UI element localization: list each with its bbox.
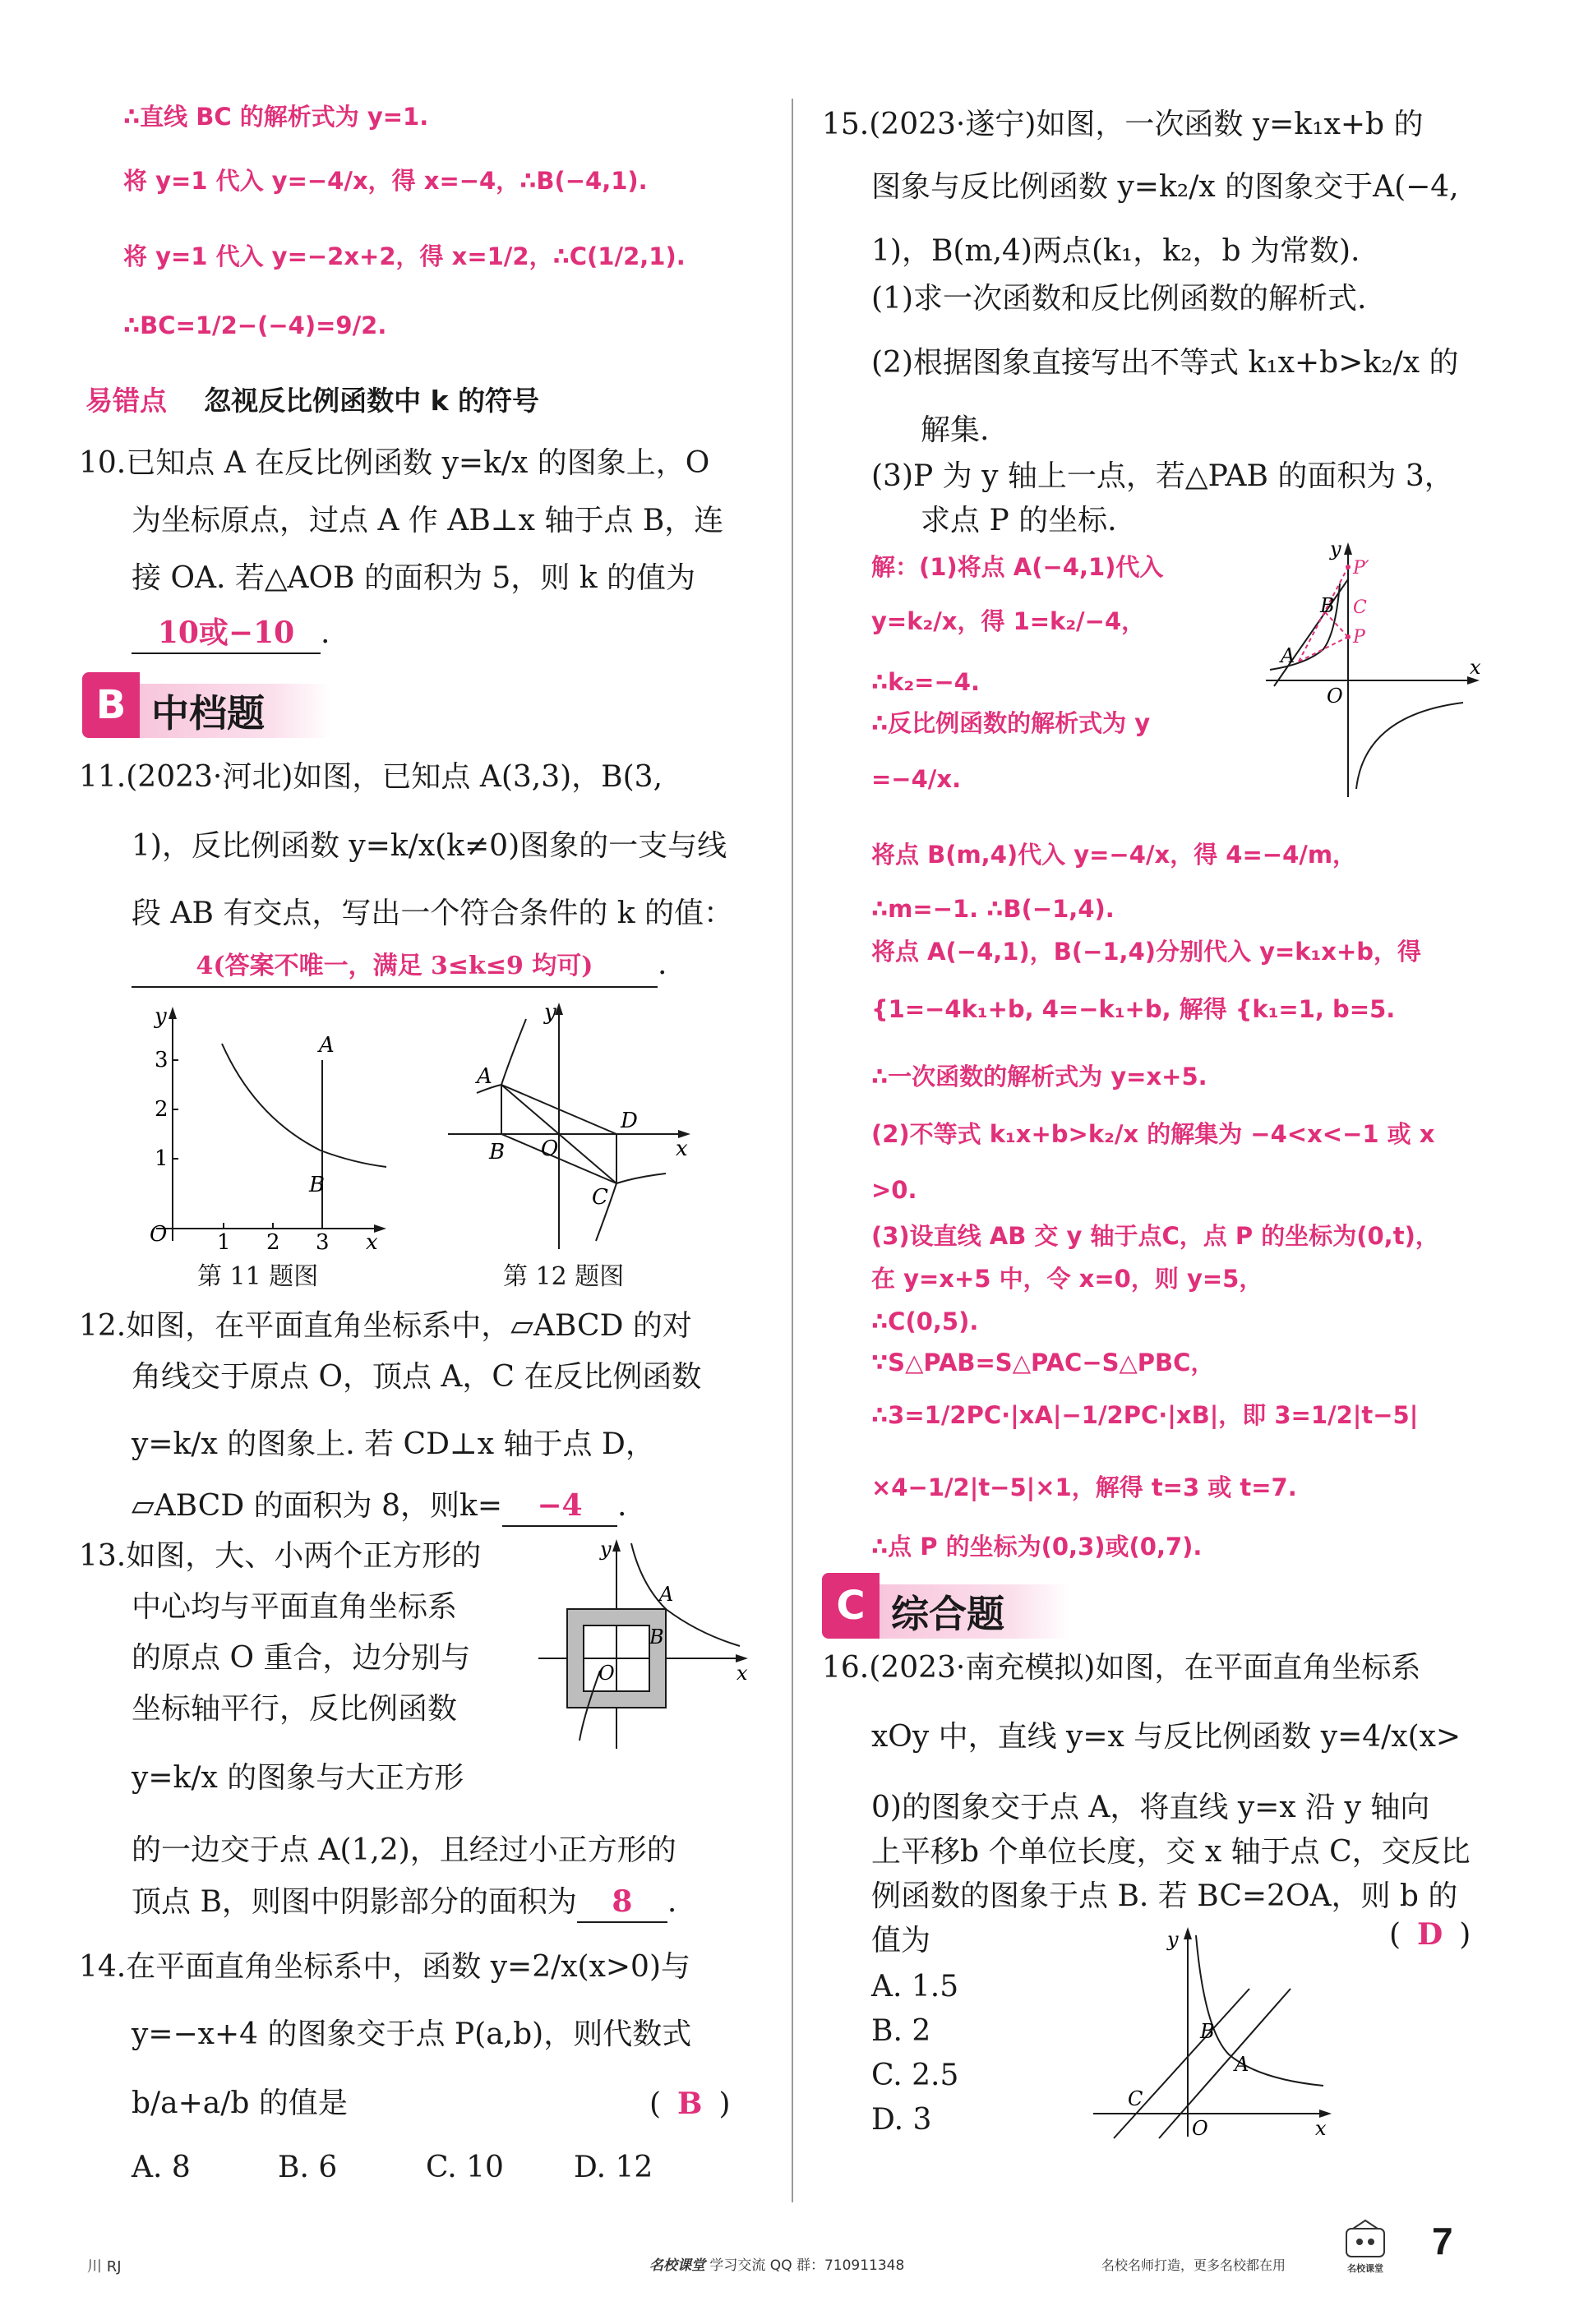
q15-sol-14: 在 y=x+5 中，令 x=0，则 y=5， <box>871 1265 1263 1293</box>
fig15-label-p: P <box>1353 627 1365 648</box>
q15-sol-2: y=k₂/x，得 1=k₂/−4， <box>871 607 1146 635</box>
q15-sol-19: ∴点 P 的坐标为(0,3)或(0,7). <box>871 1533 1203 1561</box>
q16-option-c: C. 2.5 <box>871 2059 959 2092</box>
fig16-label-o: O <box>1192 2117 1208 2140</box>
fig11-label-x3: 3 <box>316 1230 330 1255</box>
fig15-label-a: A <box>1281 644 1295 667</box>
fig11-label-1: 1 <box>155 1146 169 1171</box>
footer-qq <box>649 2253 904 2274</box>
q12-line4: ▱ABCD 的面积为 8，则k= −4 . <box>132 1486 626 1527</box>
q16-option-d: D. 3 <box>871 2103 932 2137</box>
q15-line5: (2)根据图象直接写出不等式 k₁x+b>k₂/x 的 <box>871 346 1459 380</box>
q16-line3: 0)的图象交于点 A，将直线 y=x 沿 y 轴向 <box>871 1791 1430 1824</box>
fig11-label-x1: 1 <box>217 1230 231 1255</box>
q10-answer-row: 10或−10 . <box>132 613 330 654</box>
fig11-label-b: B <box>309 1173 326 1197</box>
sol9-line3: 将 y=1 代入 y=−2x+2，得 x=1/2，∴C(1/2,1). <box>123 242 686 270</box>
q10-answer: 10或−10 <box>132 613 321 654</box>
q11-line1: 11.(2023·河北)如图，已知点 A(3,3)，B(3, <box>79 760 663 794</box>
fig11-label-o: O <box>150 1222 168 1247</box>
sol9-line4: ∴BC=1/2−(−4)=9/2. <box>123 311 387 339</box>
fig16-graph <box>1085 1923 1348 2145</box>
fig13-label-x: x <box>736 1662 748 1685</box>
q15-sol-16: ∵S△PAB=S△PAC−S△PBC， <box>871 1349 1215 1376</box>
page-number: 7 <box>1432 2220 1453 2262</box>
fig12-label-d: D <box>621 1109 638 1133</box>
fig11-label-2: 2 <box>155 1097 169 1122</box>
brand-logo-icon <box>1341 2219 1389 2276</box>
error-note-label: 易错点 <box>85 385 167 417</box>
q15-line2: 图象与反比例函数 y=k₂/x 的图象交于A(−4, <box>871 170 1459 204</box>
section-b-badge: B <box>82 672 140 738</box>
q14-option-b: B. 6 <box>278 2151 338 2184</box>
q14-line3: b/a+a/b 的值是 <box>132 2087 348 2120</box>
q15-line6: 解集. <box>921 413 990 447</box>
q14-option-c: C. 10 <box>426 2151 504 2184</box>
q15-sol-10: ∴一次函数的解析式为 y=x+5. <box>871 1063 1207 1091</box>
q13-line4: 坐标轴平行，反比例函数 <box>132 1692 458 1726</box>
fig13-graph <box>534 1535 756 1757</box>
q16-option-a: A. 1.5 <box>871 1970 959 2004</box>
fig12-label-c: C <box>592 1185 608 1210</box>
q14-answer: B <box>677 2087 703 2121</box>
q16-line4: 上平移b 个单位长度，交 x 轴于点 C，交反比 <box>871 1835 1471 1869</box>
q12-line2: 角线交于原点 O，顶点 A，C 在反比例函数 <box>132 1360 702 1394</box>
footer-slogan: 名校名师打造，更多名校都在用 <box>1101 2257 1286 2273</box>
q15-sol-7: ∴m=−1. ∴B(−1,4). <box>871 895 1115 923</box>
fig12-label-x: x <box>676 1137 688 1161</box>
q15-line7: (3)P 为 y 轴上一点，若△PAB 的面积为 3， <box>871 459 1454 493</box>
fig15-label-x: x <box>1470 656 1481 679</box>
q15-sol-17: ∴3=1/2PC·|xA|−1/2PC·|xB|，即 3=1/2|t−5| <box>871 1401 1419 1429</box>
q15-sol-12: >0. <box>871 1176 917 1204</box>
fig16-label-x: x <box>1315 2117 1327 2140</box>
q14-option-d: D. 12 <box>574 2151 653 2184</box>
q12-line4-text: ▱ABCD 的面积为 8，则k= <box>132 1489 502 1523</box>
fig12-label-b: B <box>489 1140 506 1164</box>
q14-option-a: A. 8 <box>132 2151 191 2184</box>
q15-sol-5: =−4/x. <box>871 765 962 793</box>
column-divider <box>792 99 793 2202</box>
q13-line6: 的一边交于点 A(1,2)，且经过小正方形的 <box>132 1833 676 1867</box>
q15-line8: 求点 P 的坐标. <box>921 504 1117 537</box>
fig11-label-3: 3 <box>155 1048 169 1072</box>
q16-answer: D <box>1417 1917 1443 1952</box>
q15-sol-11: (2)不等式 k₁x+b>k₂/x 的解集为 −4<x<−1 或 x <box>871 1120 1435 1148</box>
q16-option-b: B. 2 <box>871 2014 931 2048</box>
fig11-label-y: y <box>155 1004 167 1029</box>
fig11-label-a: A <box>319 1033 335 1058</box>
fig12-caption: 第 12 题图 <box>503 1262 625 1291</box>
q15-sol-8: 将点 A(−4,1)，B(−1,4)分别代入 y=k₁x+b，得 <box>871 938 1422 966</box>
fig15-graph <box>1258 534 1488 805</box>
section-c-title: 综合题 <box>880 1584 1070 1639</box>
q12-line3: y=k/x 的图象上. 若 CD⊥x 轴于点 D， <box>132 1427 655 1461</box>
footer-qq-text: 学习交流 QQ 群：710911348 <box>709 2257 905 2274</box>
q13-line2: 中心均与平面直角坐标系 <box>132 1590 458 1624</box>
q16-answer-bracket: ( D ) <box>1389 1917 1471 1952</box>
fig12-graph <box>444 994 707 1257</box>
brand-logo-svg <box>1341 2219 1389 2276</box>
section-c-badge: C <box>822 1573 880 1639</box>
q13-line1: 13.如图，大、小两个正方形的 <box>79 1539 482 1573</box>
q13-line5: y=k/x 的图象与大正方形 <box>132 1761 464 1795</box>
q11-line2: 1)，反比例函数 y=k/x(k≠0)图象的一支与线 <box>132 829 727 863</box>
fig11-graph <box>132 994 395 1257</box>
brand-logo-text: 名校课堂 <box>1347 2263 1383 2274</box>
fig11-caption: 第 11 题图 <box>197 1262 319 1291</box>
q16-line5: 例函数的图象于点 B. 若 BC=2OA，则 b 的 <box>871 1879 1458 1913</box>
fig11-label-x: x <box>366 1230 378 1255</box>
q15-sol-6: 将点 B(m,4)代入 y=−4/x，得 4=−4/m， <box>871 841 1357 869</box>
footer-edition: 川 RJ <box>87 2258 122 2276</box>
q14-answer-bracket: ( B ) <box>649 2087 731 2121</box>
fig15-label-c: C <box>1353 597 1367 618</box>
fig11-label-x2: 2 <box>266 1230 280 1255</box>
fig13-label-y: y <box>600 1538 612 1561</box>
sol9-line2: 将 y=1 代入 y=−4/x，得 x=−4，∴B(−4,1). <box>123 167 648 195</box>
fig15-label-o: O <box>1327 685 1343 708</box>
fig15-label-y: y <box>1330 537 1341 560</box>
fig12-label-o: O <box>541 1137 559 1161</box>
fig15-label-pprime: P′ <box>1353 558 1369 579</box>
q13-answer: 8 <box>577 1882 667 1923</box>
error-note <box>85 380 539 418</box>
fig13-label-b: B <box>649 1625 664 1648</box>
sol9-line1: ∴直线 BC 的解析式为 y=1. <box>123 103 429 131</box>
footer-brand: 名校课堂 <box>649 2257 705 2274</box>
q11-line3: 段 AB 有交点，写出一个符合条件的 k 的值： <box>132 897 734 930</box>
q14-line1: 14.在平面直角坐标系中，函数 y=2/x(x>0)与 <box>79 1950 690 1984</box>
fig12-label-y: y <box>544 1000 556 1025</box>
fig16-label-c: C <box>1128 2087 1143 2110</box>
q10-line3: 接 OA. 若△AOB 的面积为 5，则 k 的值为 <box>132 561 695 595</box>
q13-line3: 的原点 O 重合，边分别与 <box>132 1641 471 1675</box>
q14-line2: y=−x+4 的图象交于点 P(a,b)，则代数式 <box>132 2017 692 2051</box>
fig12-label-a: A <box>477 1064 492 1089</box>
q15-line3: 1)，B(m,4)两点(k₁，k₂，b 为常数). <box>871 234 1360 268</box>
q15-line4: (1)求一次函数和反比例函数的解析式. <box>871 282 1367 316</box>
q15-sol-9: {1=−4k₁+b, 4=−k₁+b, 解得 {k₁=1, b=5. <box>871 995 1396 1023</box>
q15-sol-18: ×4−1/2|t−5|×1，解得 t=3 或 t=7. <box>871 1473 1297 1501</box>
q13-line7: 顶点 B，则图中阴影部分的面积为 8 . <box>132 1882 676 1923</box>
fig16-label-y: y <box>1167 1928 1179 1951</box>
q13-line7-text: 顶点 B，则图中阴影部分的面积为 <box>132 1885 577 1919</box>
q16-line2: xOy 中，直线 y=x 与反比例函数 y=4/x(x> <box>871 1720 1461 1754</box>
fig16-label-b: B <box>1200 2020 1215 2043</box>
error-note-title: 忽视反比例函数中 k 的符号 <box>204 385 540 417</box>
fig16-label-a: A <box>1235 2053 1249 2076</box>
q15-sol-4: ∴反比例函数的解析式为 y <box>871 709 1151 737</box>
q15-line1: 15.(2023·遂宁)如图，一次函数 y=k₁x+b 的 <box>822 108 1424 141</box>
q16-line1: 16.(2023·南充模拟)如图，在平面直角坐标系 <box>822 1651 1421 1685</box>
q15-sol-1: 解：(1)将点 A(−4,1)代入 <box>871 553 1164 581</box>
q12-line1: 12.如图，在平面直角坐标系中，▱ABCD 的对 <box>79 1309 692 1343</box>
q11-answer: 4(答案不唯一，满足 3≤k≤9 均可) <box>132 947 658 988</box>
q12-answer: −4 <box>502 1486 617 1527</box>
q10-line2: 为坐标原点，过点 A 作 AB⊥x 轴于点 B，连 <box>132 504 724 537</box>
q10-line1: 10.已知点 A 在反比例函数 y=k/x 的图象上，O <box>79 446 710 480</box>
section-b-title: 中档题 <box>140 684 330 738</box>
fig15-label-b: B <box>1320 594 1335 617</box>
q16-line6: 值为 <box>871 1924 931 1957</box>
q15-sol-15: ∴C(0,5). <box>871 1307 979 1335</box>
q15-sol-3: ∴k₂=−4. <box>871 668 980 696</box>
fig13-label-o: O <box>598 1662 615 1685</box>
fig13-label-a: A <box>659 1583 674 1606</box>
q11-answer-row: 4(答案不唯一，满足 3≤k≤9 均可) . <box>132 945 667 988</box>
q15-sol-13: (3)设直线 AB 交 y 轴于点C，点 P 的坐标为(0,t)， <box>871 1222 1439 1250</box>
